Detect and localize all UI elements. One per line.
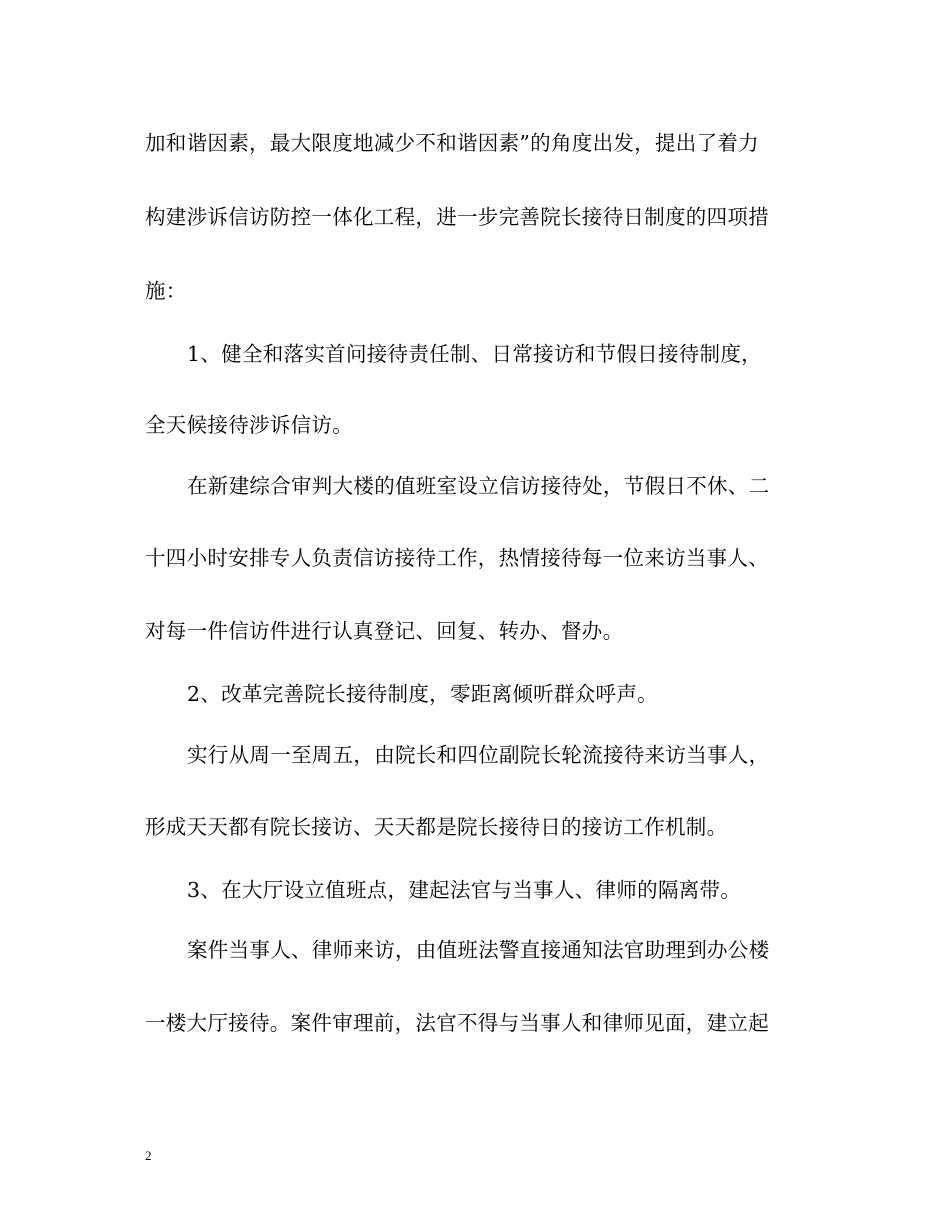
text-line-12: 3、在大厅设立值班点，建起法官与当事人、律师的隔离带。: [187, 878, 742, 902]
text-line-2: 构建涉诉信访防控一体化工程，进一步完善院长接待日制度的四项措: [145, 205, 769, 229]
text-line-7: 十四小时安排专人负责信访接待工作，热情接待每一位来访当事人、: [145, 546, 769, 570]
text-line-11: 形成天天都有院长接访、天天都是院长接待日的接访工作机制。: [145, 815, 728, 839]
text-line-5: 全天候接待涉诉信访。: [145, 413, 353, 437]
text-line-13: 案件当事人、律师来访，由值班法警直接通知法官助理到办公楼: [187, 938, 770, 962]
text-line-4: 1、健全和落实首问接待责任制、日常接访和节假日接待制度，: [187, 342, 762, 366]
text-line-3: 施：: [145, 279, 187, 303]
text-line-6: 在新建综合审判大楼的值班室设立信访接待处，节假日不休、二: [187, 474, 770, 498]
text-line-1: 加和谐因素，最大限度地减少不和谐因素”的角度出发，提出了着力: [145, 131, 759, 155]
text-line-10: 实行从周一至周五，由院长和四位副院长轮流接待来访当事人，: [187, 743, 770, 767]
text-line-9: 2、改革完善院长接待制度，零距离倾听群众呼声。: [187, 682, 658, 706]
text-line-14: 一楼大厅接待。案件审理前，法官不得与当事人和律师见面，建立起: [145, 1011, 769, 1035]
text-line-8: 对每一件信访件进行认真登记、回复、转办、督办。: [145, 619, 624, 643]
page-number: 2: [145, 1148, 152, 1163]
